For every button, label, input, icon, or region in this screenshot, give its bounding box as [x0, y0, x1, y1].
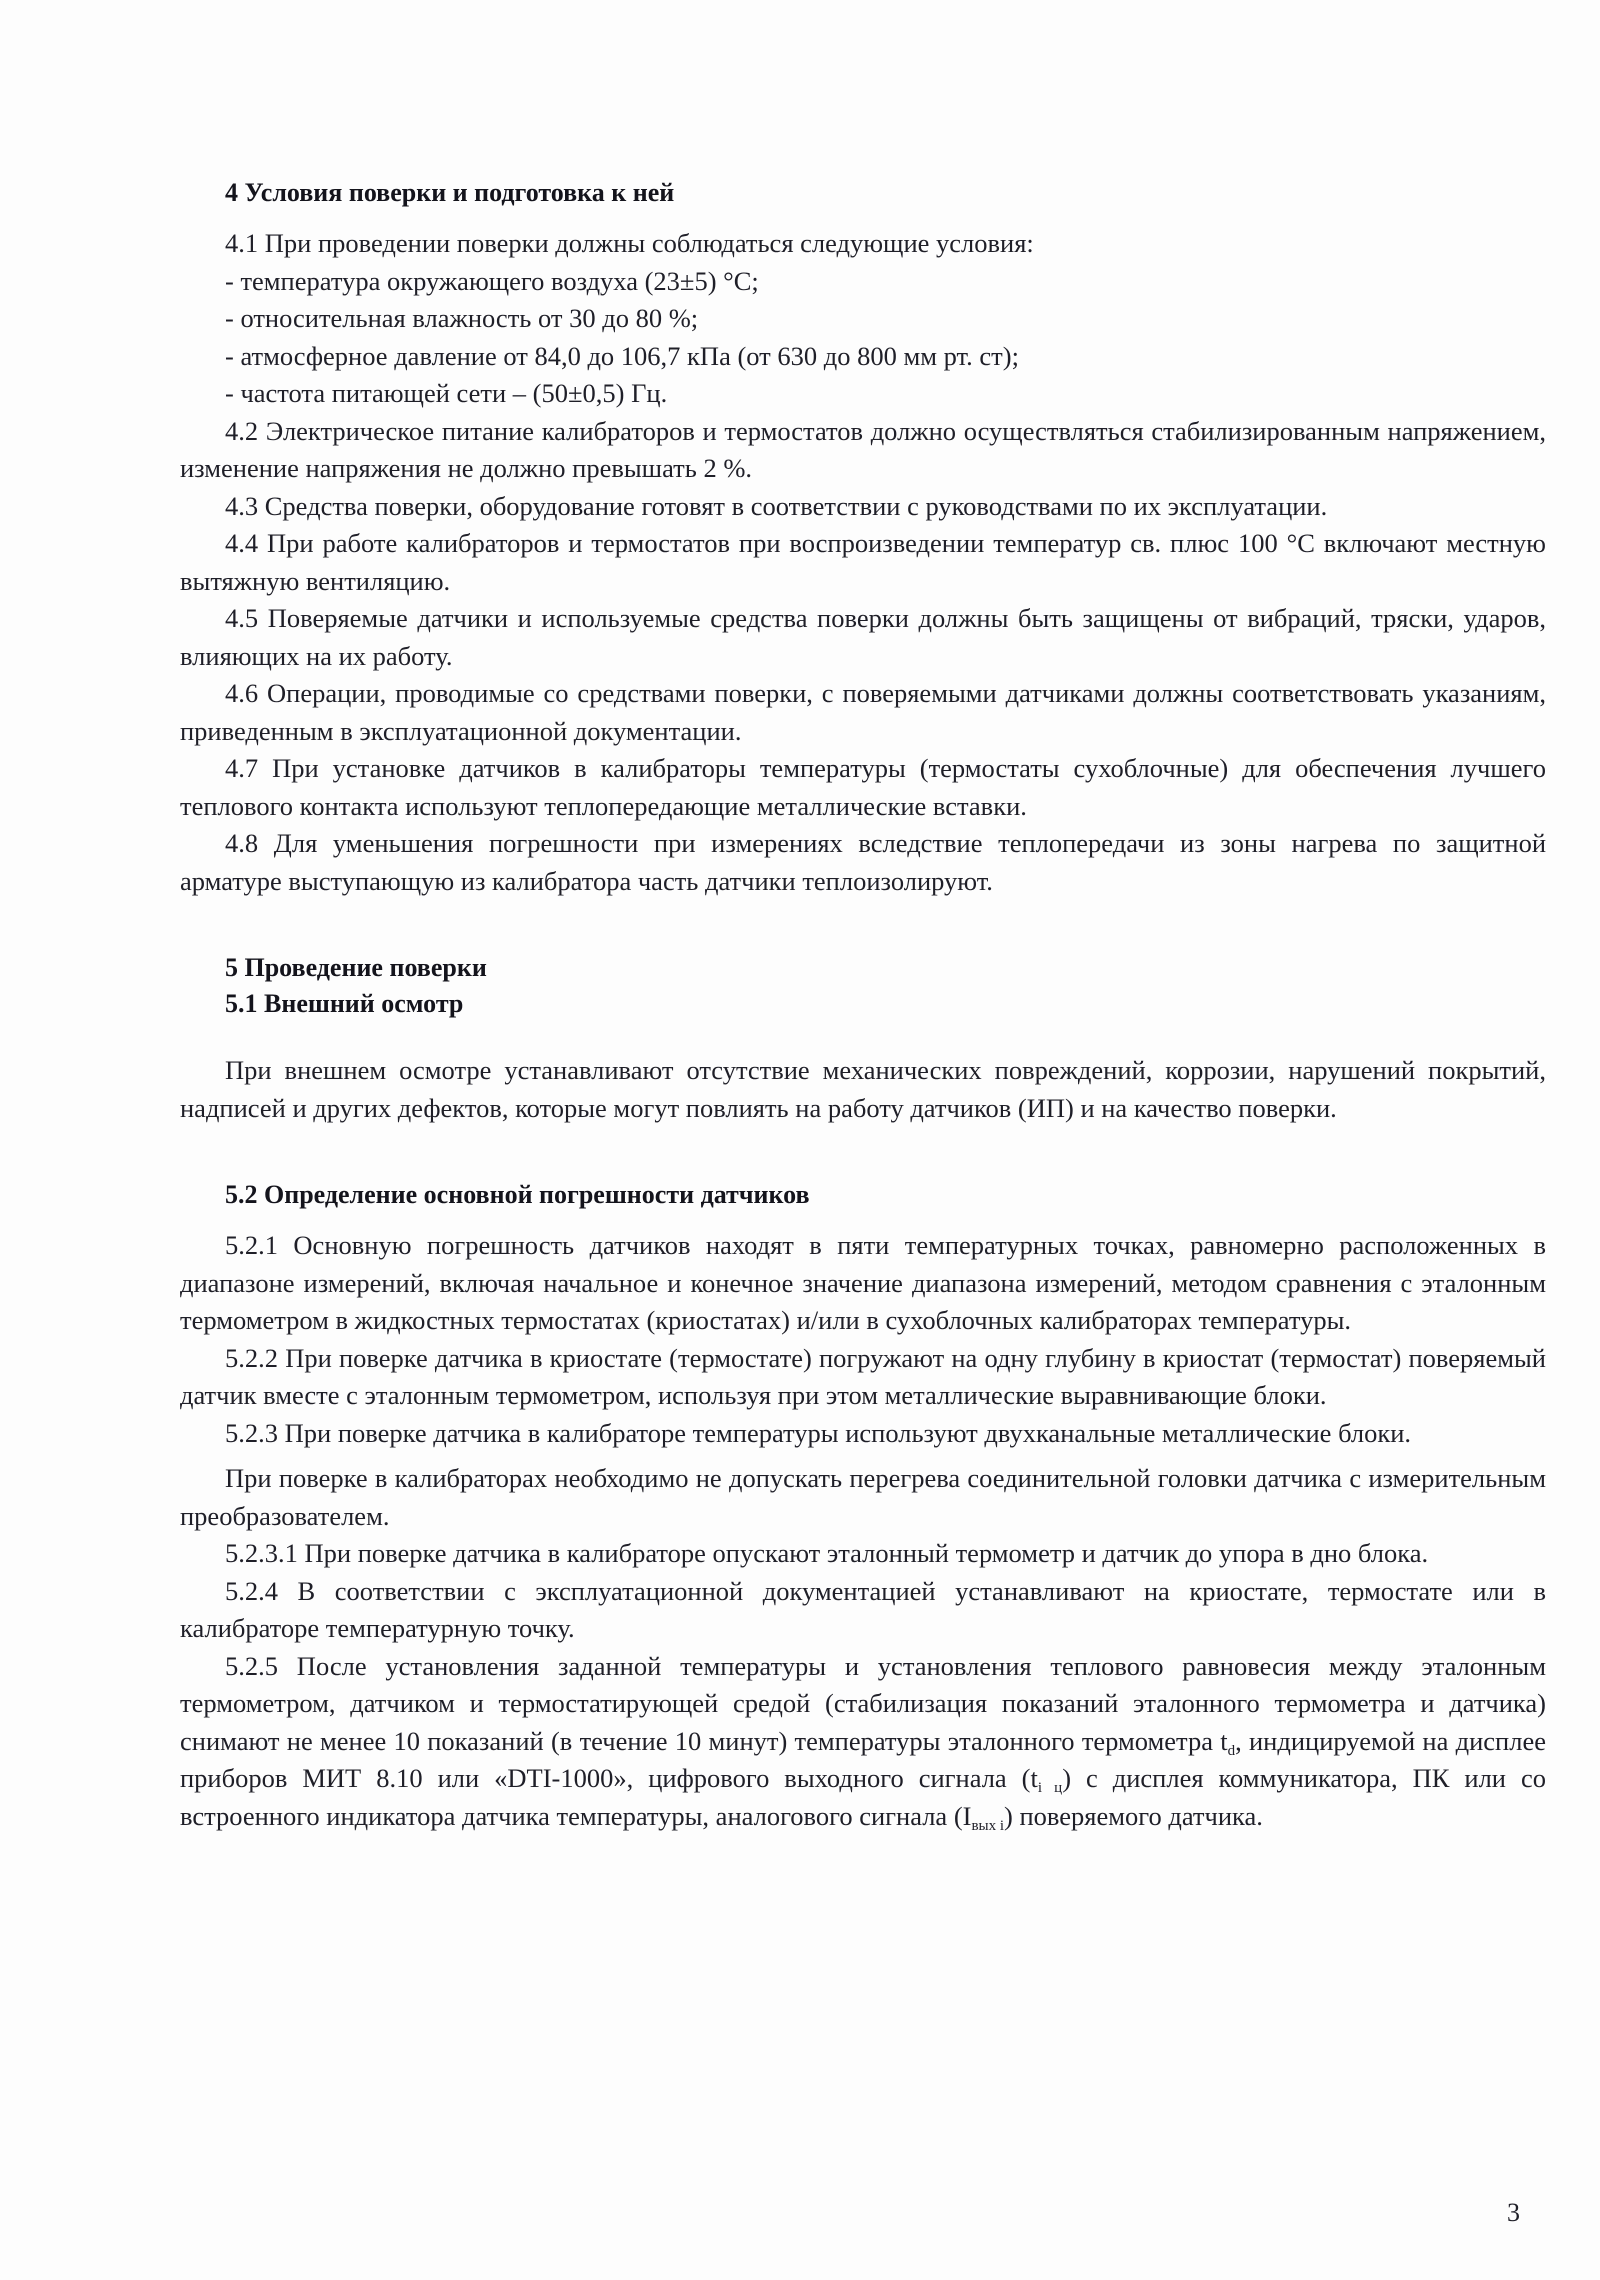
paragraph-4-6: 4.6 Операции, проводимые со средствами поверки, с поверяемыми датчиками должны соответствовать указаниям, приведенным в эксплуатационной документации. — [180, 678, 1546, 746]
paragraph-4-8: 4.8 Для уменьшения погрешности при измерениях вследствие теплопередачи из зоны нагрева по защитной арматуре выступающую из калибратора часть датчики теплоизолируют. — [180, 828, 1546, 896]
paragraph-4-7: 4.7 При установке датчиков в калибраторы температуры (термостаты сухоблочные) для обеспечения лучшего теплового контакта используют теплопередающие металлические вставки. — [180, 753, 1546, 821]
paragraph-5-2-5-part3: ) с дисплея коммуникатора, ПК или со встроенного индикатора датчика температуры, аналогового сигнала (I — [180, 1763, 1546, 1831]
paragraph-5-2-2: 5.2.2 При поверке датчика в криостате (термостате) погружают на одну глубину в криостат (термостат) поверяемый датчик вместе с эталонным термометром, используя при этом металлические выравнивающие блоки. — [180, 1342, 1546, 1410]
paragraph-5-2-5-part2: , индицируемой на дисплее приборов МИТ 8.10 или «DTI-1000», цифрового выходного сигнала (t — [180, 1725, 1546, 1793]
condition-humidity: - относительная влажность от 30 до 80 %; — [225, 303, 699, 333]
paragraph-4-3: 4.3 Средства поверки, оборудование готовят в соответствии с руководствами по их эксплуатации. — [225, 490, 1328, 521]
paragraph-5-1: При внешнем осмотре устанавливают отсутствие механических повреждений, коррозии, нарушений покрытий, надписей и других дефектов, которые могут повлиять на работу датчиков (ИП) и на качество поверки. — [180, 1055, 1546, 1123]
paragraph-4-1: 4.1 При проведении поверки должны соблюдаться следующие условия: — [225, 228, 1034, 258]
paragraph-5-2-5-part1: 5.2.5 После установления заданной температуры и установления теплового равновесия между эталонным термометром, датчиком и термостатирующей средой (стабилизация показаний эталонного термометра и датчика) снимают не менее 10 показаний (в течение 10 минут) температуры эталонного термометра t — [180, 1650, 1546, 1756]
paragraph-5-2-5-part4: ) поверяемого датчика. — [1004, 1800, 1263, 1831]
paragraph-5-2-3: 5.2.3 При поверке датчика в калибраторе температуры используют двухканальные металлические блоки. — [225, 1417, 1412, 1448]
section-5-heading: 5 Проведение поверки — [225, 953, 487, 982]
paragraph-4-4: 4.4 При работе калибраторов и термостатов при воспроизведении температур св. плюс 100 °С включают местную вытяжную вентиляцию. — [180, 528, 1546, 596]
condition-pressure: - атмосферное давление от 84,0 до 106,7 кПа (от 630 до 800 мм рт. ст); — [225, 340, 1019, 371]
document-page — [180, 175, 1546, 1835]
section-4-heading: 4 Условия поверки и подготовка к ней — [225, 178, 675, 207]
subscript-i-ts: i ц — [1037, 1780, 1063, 1796]
paragraph-5-2-3-1: 5.2.3.1 При поверке датчика в калибраторе опускают эталонный термометр и датчик до упора в дно блока. — [225, 1538, 1429, 1568]
paragraph-4-5: 4.5 Поверяемые датчики и используемые средства поверки должны быть защищены от вибраций, тряски, ударов, влияющих на их работу. — [180, 603, 1546, 671]
paragraph-5-2-1: 5.2.1 Основную погрешность датчиков находят в пяти температурных точках, равномерно расположенных в диапазоне измерений, включая начальное и конечное значение диапазона измерений, методом сравнения с эталонным термометром в жидкостных термостатах (криостатах) и/или в сухоблочных калибраторах температуры. — [180, 1230, 1546, 1335]
paragraph-4-2: 4.2 Электрическое питание калибраторов и термостатов должно осуществляться стабилизированным напряжением, изменение напряжения не должно превышать 2 %. — [180, 415, 1546, 483]
subsection-5-2-heading: 5.2 Определение основной погрешности датчиков — [225, 1180, 810, 1209]
paragraph-5-2-5 — [180, 1648, 1546, 1836]
condition-temperature: - температура окружающего воздуха (23±5) °С; — [225, 265, 759, 296]
paragraph-5-2-3-note: При поверке в калибраторах необходимо не допускать перегрева соединительной головки датчика с измерительным преобразователем. — [180, 1463, 1546, 1531]
condition-frequency: - частота питающей сети – (50±0,5) Гц. — [225, 378, 668, 408]
subscript-vyh-i: вых i — [971, 1817, 1005, 1834]
subscript-d: d — [1227, 1742, 1236, 1759]
page-number: 3 — [1507, 2198, 1520, 2227]
paragraph-5-2-4: 5.2.4 В соответствии с эксплуатационной документацией устанавливают на криостате, термостате или в калибраторе температурную точку. — [180, 1575, 1546, 1643]
subsection-5-1-heading: 5.1 Внешний осмотр — [225, 989, 464, 1018]
